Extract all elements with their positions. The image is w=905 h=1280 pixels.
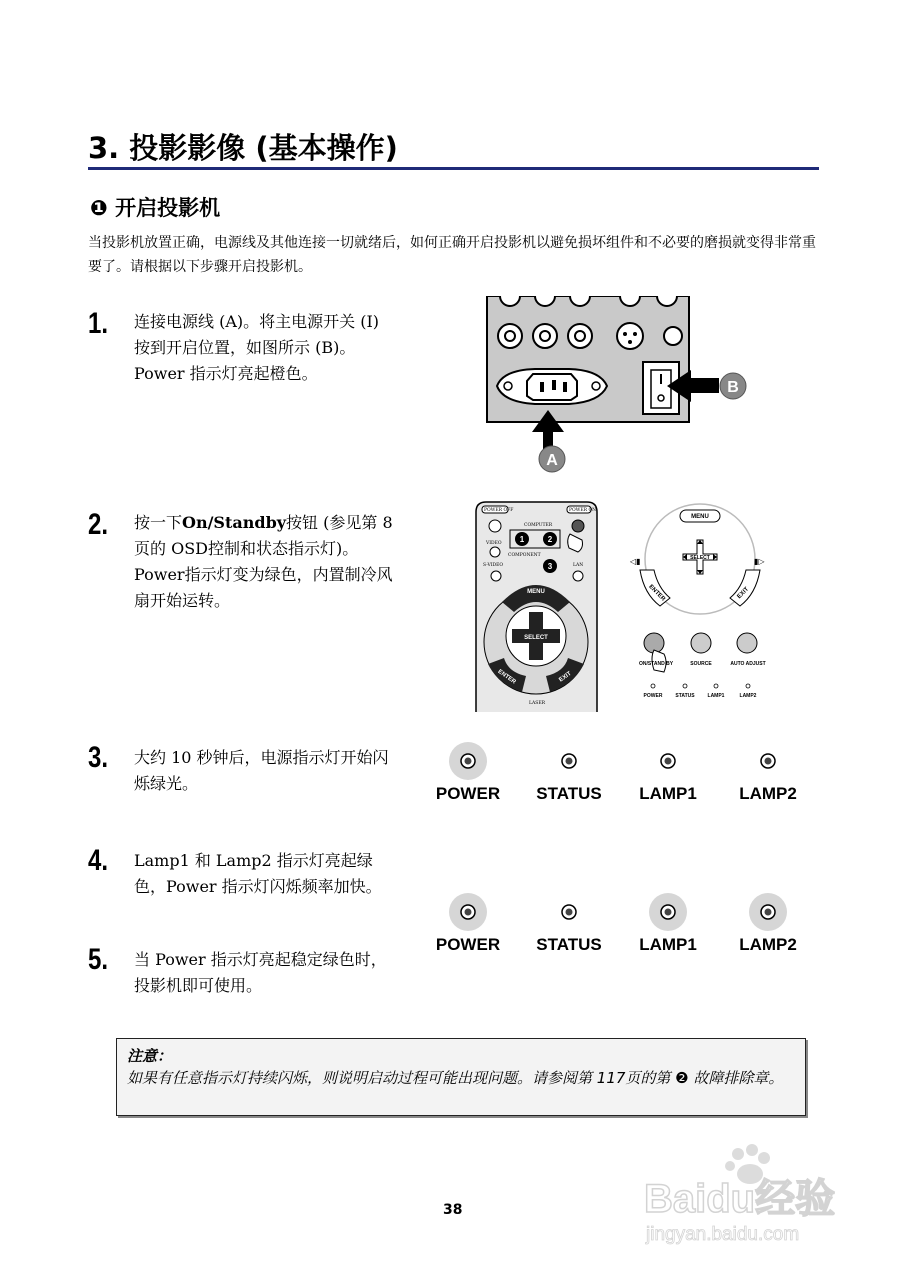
remote-enter: ENTER: [496, 668, 517, 686]
step-text: 当 Power 指示灯亮起稳定绿色时，投影机即可使用。: [134, 950, 387, 995]
panel-lamp2: LAMP2: [739, 693, 757, 699]
remote-power-on: POWER ON: [569, 508, 597, 513]
callout-b: B: [727, 379, 739, 396]
panel-enter: ENTER: [647, 583, 667, 603]
step-number: 5.: [88, 943, 109, 976]
step-number: 4.: [88, 844, 109, 877]
led-label-lamp2: LAMP2: [739, 784, 797, 803]
note-title: 注意：: [127, 1047, 173, 1065]
panel-lamp1: LAMP1: [707, 693, 725, 699]
led-label-status: STATUS: [536, 784, 602, 803]
remote-video: VIDEO: [486, 541, 502, 546]
title-rule: [88, 167, 819, 170]
control-panel-figure: [620, 502, 780, 704]
panel-select: SELECT: [690, 555, 710, 561]
led-row-2: [430, 891, 810, 961]
remote-key-2: 2: [547, 535, 553, 544]
remote-laser: LASER: [529, 701, 545, 706]
remote-component: COMPONENT: [508, 553, 541, 558]
panel-status: STATUS: [675, 693, 695, 699]
callout-a: A: [546, 452, 558, 469]
led-label-lamp2: LAMP2: [739, 935, 797, 954]
led-label-power: POWER: [435, 935, 501, 954]
chapter-title: 3. 投影影像 (基本操作): [88, 131, 398, 165]
panel-auto-adjust: AUTO ADJUST: [730, 661, 766, 667]
intro-paragraph: 当投影机放置正确，电源线及其他连接一切就绪后，如何正确开启投影机以避免损坏组件和不必要的磨损就变得非常重要了。请根据以下步骤开启投影机。: [88, 235, 816, 275]
led-label-lamp1: LAMP1: [639, 935, 697, 954]
step-number: 1.: [88, 307, 109, 340]
remote-control-figure: [474, 500, 599, 712]
remote-power-off: POWER OFF: [484, 508, 514, 513]
svg-text:◁▮: ◁▮: [630, 557, 641, 566]
note-text: 如果有任意指示灯持续闪烁，则说明启动过程可能出现问题。请参阅第 117页的第 ❷ 故障排除章。: [127, 1069, 784, 1087]
panel-power: POWER: [643, 693, 663, 699]
onstandby-bold: On/Standby: [182, 513, 287, 532]
power-socket-figure: [485, 296, 770, 476]
remote-key-3: 3: [547, 562, 553, 571]
remote-exit: EXIT: [558, 670, 573, 684]
section-title: ❶ 开启投影机: [90, 196, 221, 220]
watermark-url: jingyan.baidu.com: [646, 1224, 800, 1245]
panel-onstandby: ON/STAND BY: [638, 661, 674, 667]
remote-lan: LAN: [573, 563, 584, 568]
remote-svideo: S-VIDEO: [483, 563, 504, 568]
led-label-status: STATUS: [536, 935, 602, 954]
panel-exit: EXIT: [736, 586, 751, 601]
note-box: [116, 1038, 806, 1116]
remote-computer: COMPUTER: [524, 523, 553, 528]
led-label-lamp1: LAMP1: [639, 784, 697, 803]
panel-menu: MENU: [691, 514, 709, 520]
led-label-power: POWER: [435, 784, 501, 803]
step-text: 大约 10 秒钟后，电源指示灯开始闪烁绿光。: [134, 748, 389, 793]
step-text: Lamp1 和 Lamp2 指示灯亮起绿色，Power 指示灯闪烁频率加快。: [134, 851, 382, 896]
remote-select: SELECT: [524, 635, 548, 641]
remote-key-1: 1: [519, 535, 525, 544]
step-text: 连接电源线 (A)。将主电源开关 (Ⅰ) 按到开启位置，如图所示 (B)。Power 指示灯亮起橙色。: [134, 312, 380, 383]
step-number: 2.: [88, 508, 109, 541]
baidu-watermark: [640, 1140, 850, 1250]
led-row-1: [430, 740, 810, 810]
panel-source: SOURCE: [690, 661, 712, 667]
step-number: 3.: [88, 741, 109, 774]
page-number: 38: [443, 1202, 463, 1218]
svg-text:▮▷: ▮▷: [754, 557, 765, 566]
remote-menu: MENU: [527, 589, 545, 595]
step-text: 按一下On/Standby按钮 (参见第 8页的 OSD控制和状态指示灯)。Power指示灯变为绿色，内置制冷风扇开始运转。: [134, 513, 393, 610]
watermark-brand: Baidu经验: [644, 1177, 836, 1221]
